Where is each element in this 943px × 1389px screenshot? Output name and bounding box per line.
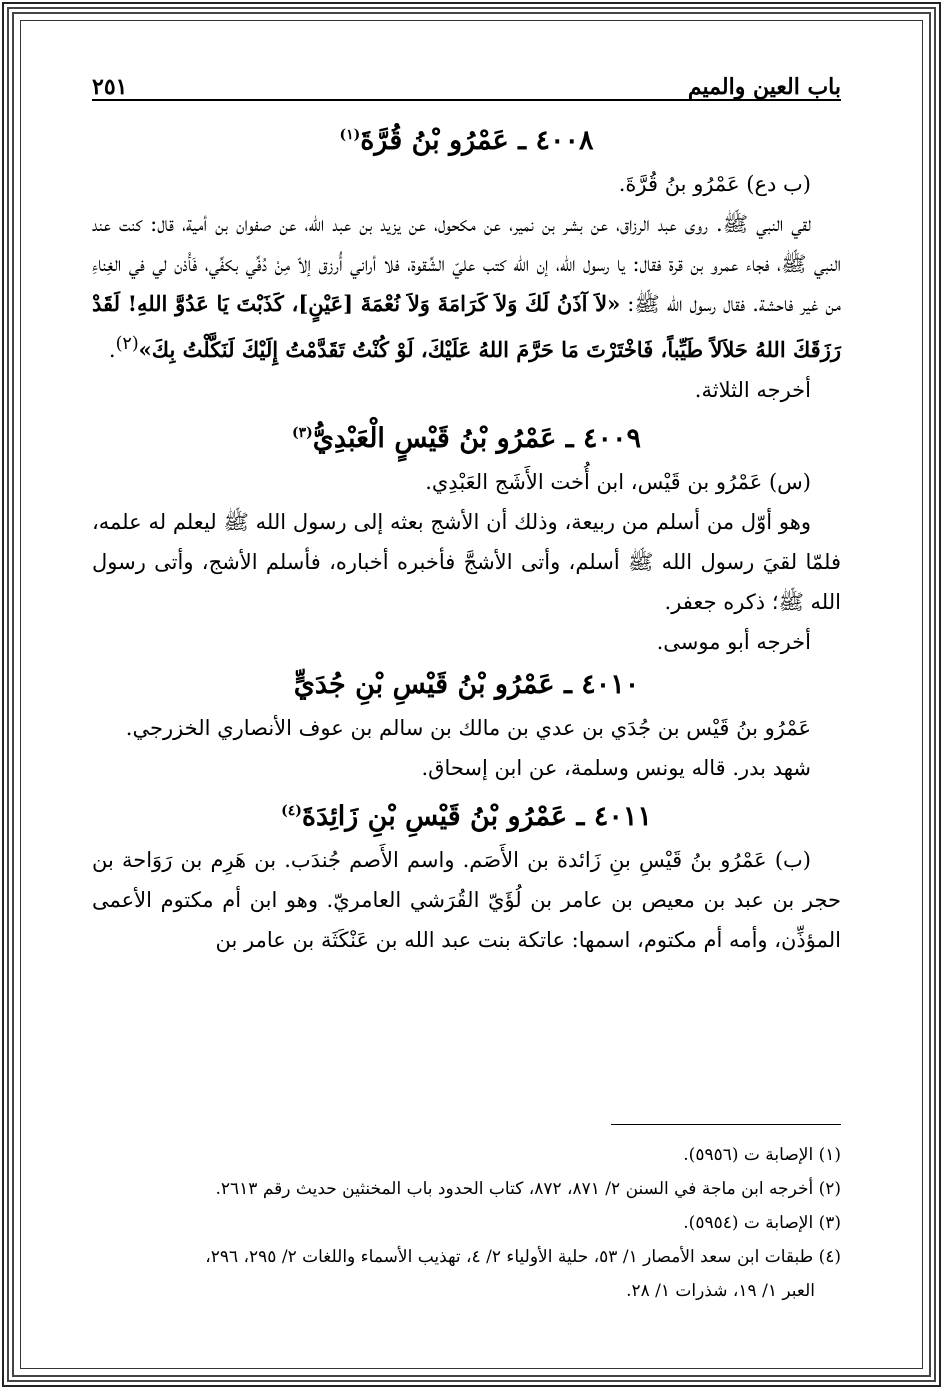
footnote-item: (٣) الإصابة ت (٥٩٥٤).	[683, 1213, 841, 1233]
entry-paragraph: وهو أوّل من أسلم من ربيعة، وذلك أن الأشج بعثه إلى رسول الله ﷺ ليعلم له علمه، فلمّا لقيَ رسول الله ﷺ أسلم، وأتى الأشجَّ فأخبره أخباره، فأسلم الأشج، وأتى رسول الله ﷺ؛ ذكره جعفر.	[92, 510, 841, 614]
entry-paragraph: لقي النبي ﷺ. روى عبد الرزاق، عن بشر بن نمير، عن مكحول، عن يزيد بن عبد الله، عن صفوان بن أمية، قال: كنت عند النبي ﷺ، فجاء عمرو بن قرة فقال: يا رسول الله، إن الله كتب عليّ الشِّقوة، فلا أراني أُرزق إلاّ مِنْ دُفِّي بكفِّي، فَأْذن لي في الغِناءِ من غير فاحشة. فقال رسول الله ﷺ: «لاَ آذَنُ لَكَ وَلاَ كَرَامَةَ وَلاَ نُعْمَةَ [عَيْنٍ]، كَذَبْتَ يَا عَدُوَّ اللهِ! لَقَدْ رَزَقَكَ اللهُ حَلاَلاً طَيِّباً، فَاخْتَرْتَ مَا حَرَّمَ اللهُ عَلَيْكَ، لَوْ كُنْتُ تَقَدَّمْتُ إِلَيْكَ لَنَكَّلْتُ بِكَ»$^{(٢)}$.	[92, 212, 841, 362]
footnote-item: (٤) طبقات ابن سعد الأمصار ١/ ٥٣، حلية الأولياء ٢/ ٤، تهذيب الأسماء واللغات ٢/ ٢٩٥، ٢٩٦،	[205, 1247, 841, 1267]
footnote-item-continued: العبر ١/ ١٩، شذرات ١/ ٢٨.	[626, 1281, 815, 1301]
narration-text: لقي النبي ﷺ. روى عبد الرزاق، عن بشر بن نمير، عن مكحول، عن يزيد بن عبد الله، عن صفوان بن أمية، قال: كنت عند النبي ﷺ، فجاء عمرو بن قرة فقال: يا رسول الله، إن الله كتب عليّ الشِّقوة، فلا أراني أُرزق إلاّ مِنْ دُفِّي بكفِّي، فَأْذن لي في الغِناءِ من غير فاحشة. فقال رسول الله ﷺ:	[92, 212, 841, 316]
running-title: باب العين والميم	[687, 74, 841, 100]
page-number: ٢٥١	[92, 74, 128, 100]
footnotes	[92, 1138, 841, 1308]
entry-takhrij: أخرجه أبو موسى.	[656, 630, 811, 654]
entry-title-text: ٤٠١٠ ـ عَمْرُو بْنُ قَيْسِ بْنِ جُدَيٍّ	[293, 669, 640, 700]
entry-title-4011	[92, 788, 841, 840]
footnote-item: (٢) أخرجه ابن ماجة في السنن ٢/ ٨٧١، ٨٧٢، كتاب الحدود باب المخنثين حديث رقم ٢٦١٣.	[215, 1179, 841, 1199]
footnote-ref: (٤)	[281, 803, 302, 819]
footnote-ref: (٢)	[115, 334, 139, 354]
page-body	[92, 112, 841, 960]
entry-title-4008	[92, 112, 841, 164]
entry-title-text: ٤٠٠٨ ـ عَمْرُو بْنُ قُرَّةَ	[360, 125, 594, 156]
entry-title-4010	[92, 662, 841, 708]
entry-source: (ب دع) عَمْرُو بنُ قُرَّةَ.	[618, 172, 811, 196]
entry-title-text: ٤٠١١ ـ عَمْرُو بْنُ قَيْسِ بْنِ زَائِدَةَ	[301, 801, 652, 832]
footnote-item: (١) الإصابة ت (٥٩٥٦).	[683, 1145, 841, 1165]
footnote-ref: (٣)	[291, 425, 313, 441]
header-rule	[92, 99, 841, 101]
entry-source: (س) عَمْرُو بن قَيْس، ابن أُخت الأَشَج العَبْدِي.	[425, 470, 811, 494]
hadith-quote: «لاَ آذَنُ لَكَ وَلاَ كَرَامَةَ وَلاَ نُعْمَةَ [عَيْنٍ]، كَذَبْتَ يَا عَدُوَّ اللهِ! لَقَدْ رَزَقَكَ اللهُ حَلاَلاً طَيِّباً، فَاخْتَرْتَ مَا حَرَّمَ اللهُ عَلَيْكَ، لَوْ كُنْتُ تَقَدَّمْتُ إِلَيْكَ لَنَكَّلْتُ بِكَ»	[92, 291, 841, 362]
entry-title-text: ٤٠٠٩ ـ عَمْرُو بْنُ قَيْسٍ الْعَبْدِيُّ	[312, 423, 642, 454]
page-header	[92, 60, 841, 100]
entry-title-4009	[92, 410, 841, 462]
footnote-rule	[611, 1124, 841, 1125]
entry-paragraph: شهد بدر. قاله يونس وسلمة، عن ابن إسحاق.	[421, 756, 811, 780]
entry-paragraph: (ب) عَمْرُو بنُ قَيْسِ بنِ زَائدة بن الأَصَم. واسم الأَصم جُندَب. بن هَرِم بن رَوَاحة بن حجر بن عبد بن معيص بن عامر بن لُؤَيّ القُرَشي العامريّ. وهو ابن أم مكتوم الأعمى المؤذِّن، وأمه أم مكتوم، اسمها: عاتكة بنت عبد الله بن عَنْكَثَة بن عامر بن	[92, 848, 841, 952]
entry-takhrij: أخرجه الثلاثة.	[694, 378, 811, 402]
entry-paragraph: عَمْرُو بنُ قَيْس بن جُدَي بن عدي بن مالك بن سالم بن عوف الأنصاري الخزرجي.	[125, 716, 811, 740]
footnote-ref: (١)	[339, 127, 361, 143]
